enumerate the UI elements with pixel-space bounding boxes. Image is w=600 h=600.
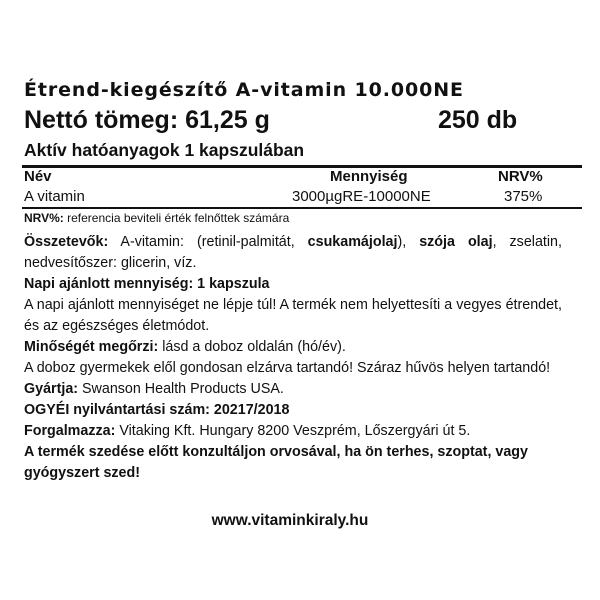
table-header-name: Név — [24, 168, 52, 185]
registration-number — [24, 400, 562, 421]
storage-instructions: A doboz gyermekek elől gondosan elzárva tartandó! Száraz hűvös helyen tartandó! — [24, 360, 551, 376]
allergen-cod-liver-oil: csukamájolaj — [307, 234, 398, 250]
allergen-soy-oil: szója olaj — [419, 234, 493, 250]
ingredients-text: ), — [397, 234, 420, 250]
net-weight: Nettó tömeg: 61,25 g — [24, 106, 270, 134]
table-bottom-divider — [22, 207, 582, 209]
ingredients-text: , zselatin, nedvesítőszer: glicerin, víz. — [24, 234, 562, 271]
registration-text: OGYÉI nyilvántartási szám: 20217/2018 — [24, 402, 290, 418]
consult-warning — [24, 442, 562, 484]
website-link[interactable]: www.vitaminkiraly.hu — [211, 512, 369, 529]
nrv-note — [24, 211, 289, 225]
ingredients-label: Összetevők: — [24, 234, 109, 250]
product-title: Étrend-kiegészítő A-vitamin 10.000NE — [24, 79, 464, 101]
ingredients-text: A-vitamin: (retinil-palmitát, — [108, 234, 308, 250]
table-header-amount: Mennyiség — [330, 168, 408, 185]
dose-warning: A napi ajánlott mennyiséget ne lépje túl! A termék nem helyettesíti a vegyes étrendet, és az egészséges életmódot. — [24, 297, 562, 334]
table-header-nrv: NRV% — [498, 168, 543, 185]
manufacturer-text: Swanson Health Products USA. — [78, 381, 284, 397]
best-before — [24, 337, 562, 358]
table-cell-nrv: 375% — [504, 188, 543, 205]
consult-warning-text: A termék szedése előtt konzultáljon orvosával, ha ön terhes, szoptat, vagy gyógyszert szed! — [24, 444, 528, 481]
manufacturer-label: Gyártja: — [24, 381, 79, 397]
table-cell-amount: 3000µgRE-10000NE — [292, 188, 431, 205]
best-before-text: lásd a doboz oldalán (hó/év). — [158, 339, 346, 355]
manufacturer — [24, 379, 562, 400]
distributor-text: Vitaking Kft. Hungary 8200 Veszprém, Lőszergyári út 5. — [115, 423, 471, 439]
nrv-note-text: referencia beviteli érték felnőttek számára — [63, 211, 290, 225]
capsule-count: 250 db — [438, 106, 518, 134]
ingredients — [24, 232, 562, 274]
label-body — [24, 232, 562, 484]
nrv-note-label: NRV%: — [24, 211, 64, 225]
distributor — [24, 421, 562, 442]
best-before-label: Minőségét megőrzi: — [24, 339, 159, 355]
daily-dose-text: Napi ajánlott mennyiség: 1 kapszula — [24, 276, 270, 292]
active-ingredients-heading: Aktív hatóanyagok 1 kapszulában — [24, 140, 305, 160]
table-cell-name: A vitamin — [24, 188, 85, 205]
distributor-label: Forgalmazza: — [24, 423, 116, 439]
daily-dose — [24, 274, 562, 295]
